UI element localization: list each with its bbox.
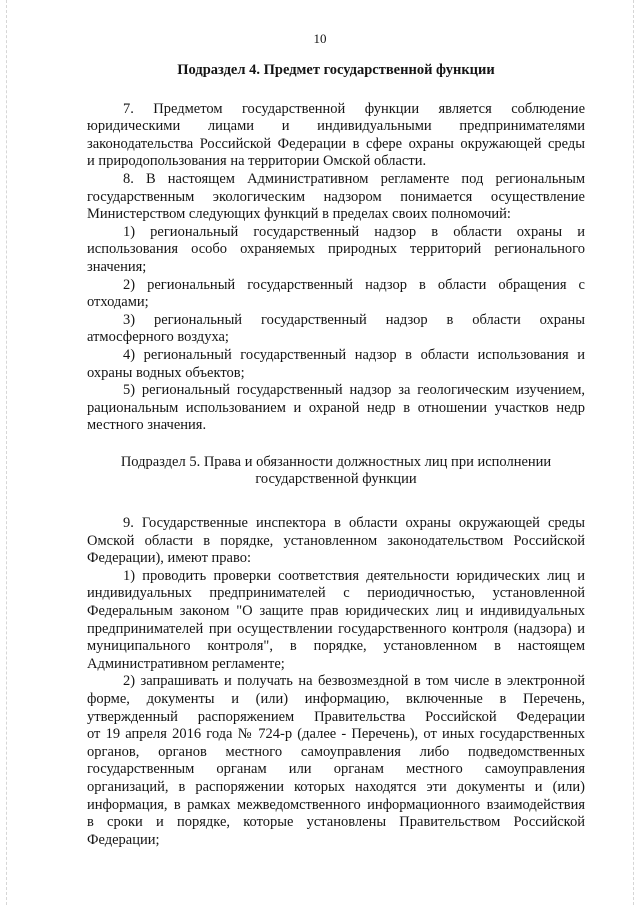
text-line: индивидуальных предпринимателей с периодичностью, установленной bbox=[87, 585, 585, 602]
text-line: государственным органам или органам местного самоуправления bbox=[87, 761, 585, 778]
paragraph-8 bbox=[87, 171, 585, 224]
text-line: государственным экологическим надзором понимается осуществление bbox=[87, 188, 585, 205]
text-line: от 19 апреля 2016 года № 724-р (далее - Перечень), от иных государственных bbox=[87, 726, 585, 743]
text-line: муниципального контроля", в порядке, установленном в настоящем bbox=[87, 638, 585, 655]
subsection-5-heading: Подраздел 5. Права и обязанности должностных лиц при исполнении bbox=[120, 453, 552, 470]
text-line: Федеральным законом "О защите прав юридических лиц и индивидуальных bbox=[87, 603, 585, 620]
text-line: утвержденный распоряжением Правительства Российской Федерации bbox=[87, 708, 585, 725]
document-body bbox=[87, 62, 585, 849]
text-line: 2) запрашивать и получать на безвозмездной в том числе в электронной bbox=[123, 673, 585, 690]
text-line: 9. Государственные инспектора в области охраны окружающей среды bbox=[123, 515, 585, 532]
text-line: 2) региональный государственный надзор в области обращения с bbox=[123, 276, 585, 293]
text-line: 1) региональный государственный надзор в области охраны и bbox=[123, 223, 585, 240]
text-line: Федерации; bbox=[87, 831, 160, 848]
list-item-1 bbox=[87, 224, 585, 277]
list-item-2 bbox=[87, 277, 585, 312]
subsection-4-heading: Подраздел 4. Предмет государственной функции bbox=[177, 62, 495, 78]
text-line: организаций, в распоряжении которых находятся эти документы и (или) bbox=[87, 778, 585, 795]
text-line: и природопользования на территории Омской области. bbox=[87, 153, 427, 170]
text-line: 5) региональный государственный надзор за геологическим изучением, bbox=[123, 382, 585, 399]
text-line: отходами; bbox=[87, 294, 149, 311]
text-line: 8. В настоящем Административном регламенте под региональным bbox=[123, 170, 585, 187]
text-line: законодательства Российской Федерации в сфере охраны окружающей среды bbox=[87, 135, 585, 152]
text-line: 7. Предметом государственной функции является соблюдение bbox=[123, 100, 585, 117]
list-item-4 bbox=[87, 347, 585, 382]
text-line: Федерации), имеют право: bbox=[87, 550, 252, 567]
right-item-2 bbox=[87, 673, 585, 849]
text-line: использования особо охраняемых природных территорий регионального bbox=[87, 241, 585, 258]
text-line: 3) региональный государственный надзор в области охраны bbox=[123, 311, 585, 328]
text-line: значения; bbox=[87, 258, 147, 275]
list-item-5 bbox=[87, 382, 585, 435]
text-line: 1) проводить проверки соответствия деятельности юридических лиц и bbox=[123, 567, 585, 584]
text-line: местного значения. bbox=[87, 417, 207, 434]
text-line: охраны водных объектов; bbox=[87, 364, 245, 381]
scan-edge-right bbox=[633, 0, 634, 905]
paragraph-7 bbox=[87, 101, 585, 171]
text-line: атмосферного воздуха; bbox=[87, 329, 229, 346]
text-line: в сроки и порядке, которые установлены Правительством Российской bbox=[87, 814, 585, 831]
subsection-5-heading-cont: государственной функции bbox=[255, 471, 417, 488]
text-line: Министерством следующих функций в пределах своих полномочий: bbox=[87, 206, 511, 223]
list-item-3 bbox=[87, 312, 585, 347]
text-line: форме, документы и (или) информацию, включенные в Перечень, bbox=[87, 691, 585, 707]
scan-edge-left bbox=[6, 0, 7, 905]
text-line: информация, в рамках межведомственного информационного взаимодействия bbox=[87, 796, 585, 813]
right-item-1 bbox=[87, 568, 585, 674]
text-line: Административном регламенте; bbox=[87, 655, 285, 672]
text-line: предпринимателей при осуществлении государственного контроля (надзора) и bbox=[87, 620, 585, 637]
text-line: рациональным использованием и охраной недр в отношении участков недр bbox=[87, 399, 585, 416]
text-line: юридическими лицами и индивидуальными предпринимателями bbox=[87, 118, 585, 135]
paragraph-9 bbox=[87, 515, 585, 568]
text-line: 4) региональный государственный надзор в области использования и bbox=[123, 346, 585, 363]
text-line: органов, органов местного самоуправления либо подведомственных bbox=[87, 743, 585, 760]
text-line: Омской области в порядке, установленном законодательством Российской bbox=[87, 532, 585, 549]
page-number: 10 bbox=[313, 31, 327, 46]
